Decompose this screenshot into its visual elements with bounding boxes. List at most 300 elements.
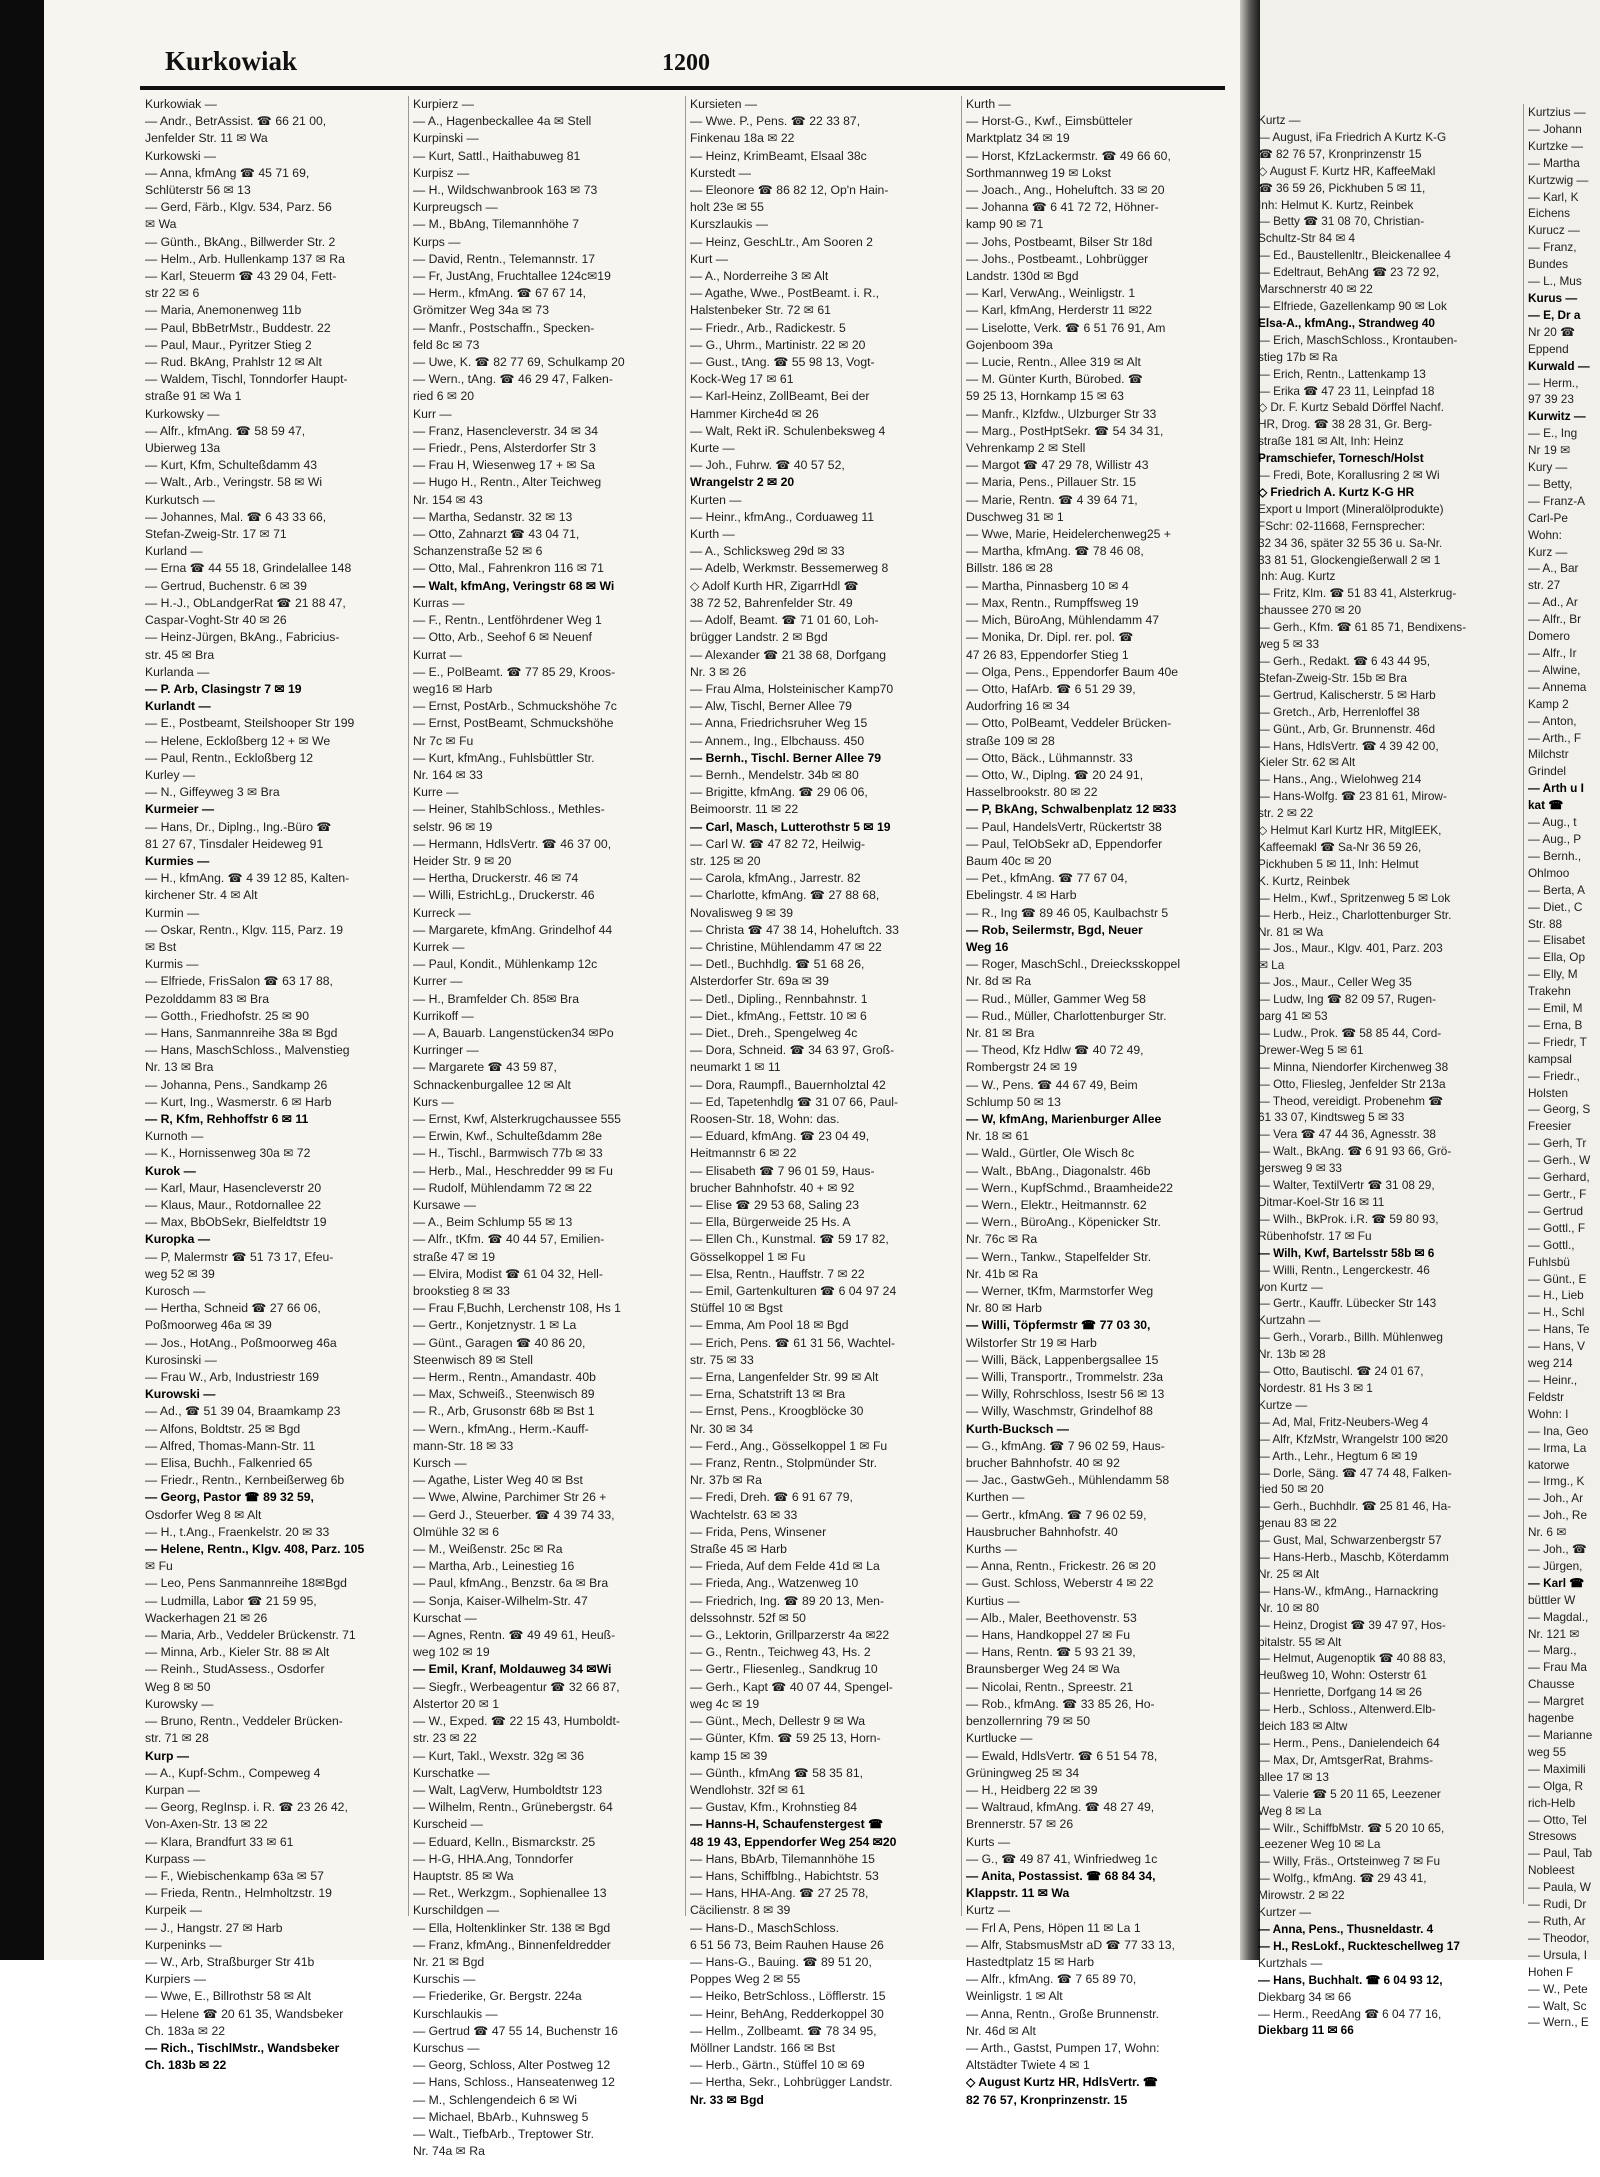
directory-entry-line: Wendlohstr. 32f ✉ 61 xyxy=(690,1782,806,1797)
directory-entry-line: — Emma, Am Pool 18 ✉ Bgd xyxy=(690,1318,849,1333)
directory-entry-line: Von-Axen-Str. 13 ✉ 22 xyxy=(145,1817,268,1832)
directory-entry-line: — Bernh., Tischl. Berner Allee 79 xyxy=(690,750,882,765)
directory-entry-line: str. 27 xyxy=(1528,578,1561,593)
directory-entry-line: — Eleonore ☎ 86 82 12, Op'n Hain- xyxy=(690,183,889,198)
directory-entry-line: Kurpinski — xyxy=(413,131,479,146)
directory-entry-line: Nr. 3 ✉ 26 xyxy=(690,664,747,679)
directory-entry-line: Steenwisch 89 ✉ Stell xyxy=(413,1352,533,1367)
directory-entry-line: — Heinz, GeschLtr., Am Sooren 2 xyxy=(690,234,873,249)
directory-entry-line: — Karl, VerwAng., Weinligstr. 1 xyxy=(966,286,1136,301)
directory-entry-line: von Kurtz — xyxy=(1258,1279,1323,1294)
directory-entry-line: — Günth., BkAng., Billwerder Str. 2 xyxy=(145,234,336,249)
directory-entry-line: — N., Giffeyweg 3 ✉ Bra xyxy=(145,785,280,800)
directory-entry-line: — E., Postbeamt, Steilshooper Str 199 xyxy=(145,716,355,731)
directory-entry-line: — Günt., Mech, Dellestr 9 ✉ Wa xyxy=(690,1714,866,1729)
directory-entry-line: Stefan-Zweig-Str. 17 ✉ 71 xyxy=(145,527,287,542)
directory-entry-line: — Frieda, Auf dem Felde 41d ✉ La xyxy=(690,1559,880,1574)
directory-entry-line: Kurosinski — xyxy=(145,1352,217,1367)
directory-entry-line: ✉ Bst xyxy=(145,939,177,954)
directory-entry-line: — Liselotte, Verk. ☎ 6 51 76 91, Am xyxy=(966,320,1166,335)
directory-entry-line: — Frau F,Buchh, Lerchenstr 108, Hs 1 xyxy=(413,1301,621,1316)
directory-entry-line: Caspar-Voght-Str 40 ✉ 26 xyxy=(145,613,287,628)
directory-entry-line: — P, Malermstr ☎ 51 73 17, Efeu- xyxy=(145,1249,334,1264)
directory-entry-line: — Friederike, Gr. Bergstr. 224a xyxy=(413,1989,582,2004)
directory-entry-line: Weinligstr. 1 ✉ Alt xyxy=(966,1989,1063,2004)
directory-entry-line: — Valerie ☎ 5 20 11 65, Leezener xyxy=(1258,1786,1441,1801)
directory-entry-line: Milchstr xyxy=(1528,747,1569,762)
directory-entry-line: Kurschat — xyxy=(413,1610,477,1625)
directory-entry-line: — Hans, Rentn. ☎ 5 93 21 39, xyxy=(966,1645,1136,1660)
directory-entry-line: — H., Wildschwanbrook 163 ✉ 73 xyxy=(413,183,598,198)
directory-entry-line: Klappstr. 11 ✉ Wa xyxy=(966,1886,1070,1901)
directory-entry-line: Kaffeemakl ☎ Sa-Nr 36 59 26, xyxy=(1258,839,1422,854)
directory-entry-line: — Olga, Pens., Eppendorfer Baum 40e xyxy=(966,664,1179,679)
directory-entry-line: — Gottl., xyxy=(1528,1237,1575,1252)
directory-entry-line: Hammer Kirche4d ✉ 26 xyxy=(690,406,819,421)
directory-entry-line: Kurucz — xyxy=(1528,223,1580,238)
directory-entry-line: Diekbarg 11 ✉ 66 xyxy=(1258,2023,1354,2038)
directory-entry-line: — Hans, MaschSchloss., Malvenstieg xyxy=(145,1043,350,1058)
directory-entry-line: — Hans, Schloss., Hanseatenweg 12 xyxy=(413,2075,615,2090)
directory-entry-line: Finkenau 18a ✉ 22 xyxy=(690,131,795,146)
directory-entry-line: Kurschis — xyxy=(413,1972,476,1987)
directory-entry-line: — Anton, xyxy=(1528,713,1577,728)
directory-entry-line: Gojenboom 39a xyxy=(966,337,1053,352)
directory-entry-line: — M., BbAng, Tilemannhöhe 7 xyxy=(413,217,579,232)
directory-entry-line: Wohn: I xyxy=(1528,1406,1569,1421)
directory-entry-line: — G., Rentn., Teichweg 43, Hs. 2 xyxy=(690,1645,871,1660)
directory-entry-line: Kurpeik — xyxy=(145,1903,202,1918)
directory-entry-line: ✉ La xyxy=(1258,958,1285,973)
directory-entry-line: — Helm., Kwf., Spritzenweg 5 ✉ Lok xyxy=(1258,890,1451,905)
directory-entry-line: K. Kurtz, Reinbek xyxy=(1258,873,1350,888)
directory-entry-line: — Ina, Geo xyxy=(1528,1423,1589,1438)
directory-entry-line: — Ernst, Pens., Kroogblöcke 30 xyxy=(690,1404,864,1419)
directory-entry-line: — Hans, Buchhalt. ☎ 6 04 93 12, xyxy=(1258,1972,1443,1987)
directory-entry-line: — Gertr., Fliesenleg., Sandkrug 10 xyxy=(690,1662,878,1677)
directory-entry-line: — Hans, V xyxy=(1528,1339,1586,1354)
directory-entry-line: — Christine, Mühlendamm 47 ✉ 22 xyxy=(690,939,882,954)
directory-entry-line: — Erna ☎ 44 55 18, Grindelallee 148 xyxy=(145,561,352,576)
directory-entry-line: — Hans., Ang., Wielohweg 214 xyxy=(1258,772,1422,787)
directory-entry-line: Wrangelstr 2 ✉ 20 xyxy=(690,475,795,490)
directory-entry-line: — Johann xyxy=(1528,121,1582,136)
directory-entry-line: selstr. 96 ✉ 19 xyxy=(413,819,493,834)
directory-entry-line: 48 19 43, Eppendorfer Weg 254 ✉20 xyxy=(690,1834,897,1849)
directory-entry-line: — Alfr., Br xyxy=(1528,612,1582,627)
directory-entry-line: Kurosch — xyxy=(145,1284,206,1299)
directory-entry-line: Kamp 2 xyxy=(1528,696,1569,711)
directory-entry-line: — Betty ☎ 31 08 70, Christian- xyxy=(1258,214,1425,229)
directory-entry-line: weg 5 ✉ 33 xyxy=(1258,637,1320,652)
directory-entry-line: Nordestr. 81 Hs 3 ✉ 1 xyxy=(1258,1380,1373,1395)
directory-column-4 xyxy=(966,96,1228,2109)
directory-entry-line: — E., PolBeamt. ☎ 77 85 29, Kroos- xyxy=(413,664,616,679)
directory-entry-line: — Max, Schweiß., Steenwisch 89 xyxy=(413,1387,595,1402)
directory-entry-line: — Ludmilla, Labor ☎ 21 59 95, xyxy=(145,1593,317,1608)
directory-entry-line: — Marg., xyxy=(1528,1643,1577,1658)
directory-entry-line: — Annem., Ing., Elbchauss. 450 xyxy=(690,733,865,748)
directory-entry-line: Wackerhagen 21 ✉ 26 xyxy=(145,1610,268,1625)
directory-entry-line: — Günt., E xyxy=(1528,1271,1587,1286)
directory-column-6 xyxy=(1528,104,1600,2031)
directory-entry-line: Kurtzer — xyxy=(1258,1905,1312,1920)
directory-entry-line: — Hans-Herb., Maschb, Köterdamm xyxy=(1258,1550,1449,1565)
directory-entry-line: — Paula, W xyxy=(1528,1880,1591,1895)
directory-entry-line: Marktplatz 34 ✉ 19 xyxy=(966,131,1070,146)
directory-entry-line: Wachtelstr. 63 ✉ 33 xyxy=(690,1507,798,1522)
directory-entry-line: — Wern., BüroAng., Köpenicker Str. xyxy=(966,1215,1161,1230)
directory-entry-line: Pramschiefer, Tornesch/Holst xyxy=(1258,451,1424,466)
directory-entry-line: — R., Ing ☎ 89 46 05, Kaulbachstr 5 xyxy=(966,905,1169,920)
directory-entry-line: Kurschlaukis — xyxy=(413,2006,498,2021)
directory-entry-line: — Wern., Tankw., Stapelfelder Str. xyxy=(966,1249,1152,1264)
column-divider xyxy=(685,96,686,1916)
directory-entry-line: — Carola, kfmAng., Jarrestr. 82 xyxy=(690,871,861,886)
directory-entry-line: — Gertr., Konjetznystr. 1 ✉ La xyxy=(413,1318,577,1333)
directory-entry-line: — Roger, MaschSchl., Dreiecksskoppel xyxy=(966,957,1181,972)
directory-entry-line: — Heinz-Jürgen, BkAng., Fabricius- xyxy=(145,630,340,645)
directory-entry-line: — Annema xyxy=(1528,679,1587,694)
directory-entry-line: — Erwin, Kwf., Schulteßdamm 28e xyxy=(413,1129,602,1144)
directory-entry-line: Olmühle 32 ✉ 6 xyxy=(413,1524,500,1539)
directory-entry-line: Nr. 8d ✉ Ra xyxy=(966,974,1032,989)
directory-entry-line: — Georg, Schloss, Alter Postweg 12 xyxy=(413,2058,611,2073)
directory-entry-line: — Wilhelm, Rentn., Grünebergstr. 64 xyxy=(413,1800,613,1815)
page-number: 1200 xyxy=(662,50,710,76)
directory-entry-line: — H., ResLokf., Ruckteschellweg 17 xyxy=(1258,1938,1460,1953)
directory-entry-line: — Hans, Sanmannreihe 38a ✉ Bgd xyxy=(145,1025,338,1040)
directory-entry-line: Kurscheid — xyxy=(413,1817,483,1832)
directory-entry-line: — A., Hagenbeckallee 4a ✉ Stell xyxy=(413,114,592,129)
directory-entry-line: — Rudi, Dr xyxy=(1528,1897,1587,1912)
directory-entry-line: — Ella, Holtenklinker Str. 138 ✉ Bgd xyxy=(413,1920,611,1935)
directory-entry-line: — Gerd J., Steuerber. ☎ 4 39 74 33, xyxy=(413,1507,615,1522)
directory-entry-line: — Heinr., xyxy=(1528,1372,1578,1387)
directory-entry-line: benzollernring 79 ✉ 50 xyxy=(966,1714,1091,1729)
directory-entry-line: Chausse xyxy=(1528,1677,1575,1692)
directory-entry-line: Möllner Landstr. 166 ✉ Bst xyxy=(690,2040,836,2055)
directory-entry-line: Kurth — xyxy=(690,527,735,542)
directory-entry-line: — R., Arb, Grusonstr 68b ✉ Bst 1 xyxy=(413,1404,595,1419)
directory-column-2 xyxy=(413,96,681,2160)
directory-entry-line: — P. Arb, Clasingstr 7 ✉ 19 xyxy=(145,681,302,696)
directory-entry-line: — August, iFa Friedrich A Kurtz K-G xyxy=(1258,129,1447,144)
directory-entry-line: Kurt — xyxy=(690,251,728,266)
directory-entry-line: — Hertha, Schneid ☎ 27 66 06, xyxy=(145,1301,321,1316)
directory-entry-line: Feldstr xyxy=(1528,1389,1565,1404)
directory-entry-line: Kurtlucke — xyxy=(966,1731,1033,1746)
directory-entry-line: — Hans-W., kfmAng., Harnackring xyxy=(1258,1583,1439,1598)
directory-entry-line: Kurth-Bucksch — xyxy=(966,1421,1069,1436)
directory-entry-line: — Herm., xyxy=(1528,375,1579,390)
directory-entry-line: FSchr: 02-11668, Fernsprecher: xyxy=(1258,518,1425,533)
directory-entry-line: — Georg, Pastor ☎ 89 32 59, xyxy=(145,1490,314,1505)
directory-entry-line: — Waldem, Tischl, Tonndorfer Haupt- xyxy=(145,372,348,387)
directory-entry-line: — Franz, kfmAng., Binnenfeldredder xyxy=(413,1937,611,1952)
directory-entry-line: — Erich, Pens. ☎ 61 31 56, Wachtel- xyxy=(690,1335,896,1350)
directory-entry-line: — Herb., Gärtn., Stüffel 10 ✉ 69 xyxy=(690,2058,865,2073)
directory-entry-line: Kurpan — xyxy=(145,1782,200,1797)
directory-entry-line: — Walt., BkAng. ☎ 6 91 93 66, Grö- xyxy=(1258,1144,1452,1159)
directory-entry-line: — P, BkAng, Schwalbenplatz 12 ✉33 xyxy=(966,802,1177,817)
page-title: Kurkowiak xyxy=(165,46,298,76)
directory-entry-line: — Margarete, kfmAng. Grindelhof 44 xyxy=(413,922,613,937)
directory-entry-line: — Franz, Hasencleverstr. 34 ✉ 34 xyxy=(413,423,598,438)
directory-entry-line: — Margarete ☎ 43 59 87, xyxy=(413,1060,557,1075)
directory-entry-line: feld 8c ✉ 73 xyxy=(413,337,480,352)
directory-entry-line: Inh: Aug. Kurtz xyxy=(1258,569,1336,584)
directory-entry-line: — A., Bar xyxy=(1528,561,1579,576)
directory-entry-line: Trakehn xyxy=(1528,984,1571,999)
directory-entry-line: str. 71 ✉ 28 xyxy=(145,1731,209,1746)
directory-entry-line: — Arth., Gastst, Pumpen 17, Wohn: xyxy=(966,2040,1160,2055)
directory-entry-line: Marschnerstr 40 ✉ 22 xyxy=(1258,282,1373,297)
directory-entry-line: Landstr. 130d ✉ Bgd xyxy=(966,269,1079,284)
directory-entry-line: rich-Helb xyxy=(1528,1795,1576,1810)
directory-entry-line: — Ernst, PostBeamt, Schmuckshöhe xyxy=(413,716,614,731)
directory-entry-line: chaussee 270 ✉ 20 xyxy=(1258,603,1362,618)
directory-entry-line: — Emil, Gartenkulturen ☎ 6 04 97 24 xyxy=(690,1284,897,1299)
directory-entry-line: Kursch — xyxy=(413,1456,467,1471)
directory-entry-line: — Detl., Buchhdlg. ☎ 51 68 26, xyxy=(690,957,865,972)
directory-entry-line: Kurtz — xyxy=(1258,113,1301,127)
directory-entry-line: Kurth — xyxy=(966,97,1011,111)
directory-entry-line: — L., Mus xyxy=(1528,274,1582,289)
directory-entry-line: — Heinz, Drogist ☎ 39 47 97, Hos- xyxy=(1258,1617,1446,1632)
directory-entry-line: — Willy, Fräs., Ortsteinweg 7 ✉ Fu xyxy=(1258,1854,1441,1869)
directory-entry-line: — Otto, Fliesleg, Jenfelder Str 213a xyxy=(1258,1076,1446,1091)
directory-entry-line: — Dora, Raumpfl., Bauernholztal 42 xyxy=(690,1077,886,1092)
directory-entry-line: — Anna, Friedrichsruher Weg 15 xyxy=(690,716,868,731)
directory-entry-line: — Walt, Rekt iR. Schulenbeksweg 4 xyxy=(690,423,886,438)
directory-entry-line: Kurkowsky — xyxy=(145,406,220,421)
directory-entry-line: ◇ Helmut Karl Kurtz HR, MitglEEK, xyxy=(1258,823,1442,838)
directory-entry-line: — Karl, K xyxy=(1528,189,1579,204)
directory-entry-line: — A, Bauarb. Langenstücken34 ✉Po xyxy=(413,1025,614,1040)
directory-entry-line: — Georg, RegInsp. i. R. ☎ 23 26 42, xyxy=(145,1800,348,1815)
directory-entry-line: — Joh., ☎ xyxy=(1528,1542,1587,1557)
directory-entry-line: — H., t.Ang., Fraenkelstr. 20 ✉ 33 xyxy=(145,1524,330,1539)
directory-entry-line: — Frau W., Arb, Industriestr 169 xyxy=(145,1370,320,1385)
directory-entry-line: — Erna, B xyxy=(1528,1017,1583,1032)
directory-entry-line: — Heinr, BehAng, Redderkoppel 30 xyxy=(690,2006,884,2021)
directory-entry-line: — Henriette, Dorfgang 14 ✉ 26 xyxy=(1258,1685,1422,1700)
directory-entry-line: — Otto, Arb., Seehof 6 ✉ Neuenf xyxy=(413,630,592,645)
directory-entry-line: Wohn: xyxy=(1528,527,1562,542)
directory-entry-line: stieg 17b ✉ Ra xyxy=(1258,349,1338,364)
directory-entry-line: — Maria, Arb., Veddeler Brückenstr. 71 xyxy=(145,1628,356,1643)
directory-entry-line: — Ella, Op xyxy=(1528,950,1586,965)
directory-entry-line: Kurstedt — xyxy=(690,165,751,180)
directory-entry-line: — Otto, Tel xyxy=(1528,1812,1587,1827)
directory-entry-line: Kurlanda — xyxy=(145,664,210,679)
directory-entry-line: — A., Kupf-Schm., Compeweg 4 xyxy=(145,1765,321,1780)
directory-entry-line: weg16 ✉ Harb xyxy=(413,681,493,696)
directory-entry-line: Kurland — xyxy=(145,544,203,559)
directory-entry-line: — Siegfr., Werbeagentur ☎ 32 66 87, xyxy=(413,1679,620,1694)
directory-entry-line: — F., Wiebischenkamp 63a ✉ 57 xyxy=(145,1868,324,1883)
directory-entry-line: — M. Günter Kurth, Bürobed. ☎ xyxy=(966,372,1144,387)
directory-entry-line: — Otto, Bäck., Lühmannstr. 33 xyxy=(966,750,1133,765)
directory-entry-line: — Alb., Maler, Beethovenstr. 53 xyxy=(966,1610,1137,1625)
directory-entry-line: — Magdal., xyxy=(1528,1609,1589,1624)
directory-entry-line: Kurre — xyxy=(413,785,459,800)
directory-entry-line: — Betty, xyxy=(1528,476,1573,491)
directory-entry-line: Kurpisz — xyxy=(413,165,470,180)
directory-entry-line: Kurschildgen — xyxy=(413,1903,500,1918)
directory-entry-line: — Hans-G., Bauing. ☎ 89 51 20, xyxy=(690,1954,872,1969)
directory-entry-line: Hastedtplatz 15 ✉ Harb xyxy=(966,1954,1095,1969)
directory-entry-line: — M., Schlengendeich 6 ✉ Wi xyxy=(413,2092,577,2107)
directory-entry-line: — Christa ☎ 47 38 14, Hoheluftch. 33 xyxy=(690,922,899,937)
directory-entry-line: — Gerh, Tr xyxy=(1528,1136,1587,1151)
directory-entry-line: — Hertha, Druckerstr. 46 ✉ 74 xyxy=(413,871,579,886)
directory-entry-line: Stüffel 10 ✉ Bgst xyxy=(690,1301,783,1316)
directory-entry-line: Eichens xyxy=(1528,206,1570,221)
directory-entry-line: Nr. 21 ✉ Bgd xyxy=(413,1954,485,1969)
directory-entry-line: — Alfred, Thomas-Mann-Str. 11 xyxy=(145,1438,316,1453)
directory-entry-line: — Otto, Mal., Fahrenkron 116 ✉ 71 xyxy=(413,561,604,576)
directory-entry-line: holt 23e ✉ 55 xyxy=(690,200,764,215)
directory-entry-line: — Paul, Rentn., Eckloßberg 12 xyxy=(145,750,314,765)
directory-entry-line: — Gertr., F xyxy=(1528,1187,1587,1201)
directory-entry-line: — Franz-A xyxy=(1528,493,1586,508)
directory-entry-line: — Elfriede, FrisSalon ☎ 63 17 88, xyxy=(145,974,333,989)
directory-entry-line: Eppend xyxy=(1528,341,1569,356)
directory-entry-line: — Theodor, xyxy=(1528,1930,1590,1945)
directory-entry-line: — Gerh., Buchhdlr. ☎ 25 81 46, Ha- xyxy=(1258,1499,1452,1514)
directory-entry-line: Kurtzius — xyxy=(1528,105,1586,119)
directory-entry-line: Nr. 81 ✉ Wa xyxy=(1258,924,1324,939)
directory-entry-line: — Johannes, Mal. ☎ 6 43 33 66, xyxy=(145,509,327,524)
directory-entry-line: — Fredi, Dreh. ☎ 6 91 67 79, xyxy=(690,1490,853,1505)
directory-entry-line: Drewer-Weg 5 ✉ 61 xyxy=(1258,1042,1364,1057)
directory-column-5 xyxy=(1258,112,1520,2039)
directory-entry-line: — Gretch., Arb, Herrenloffel 38 xyxy=(1258,704,1420,719)
directory-entry-line: Kurts — xyxy=(966,1834,1011,1849)
directory-entry-line: — Hermann, HdlsVertr. ☎ 46 37 00, xyxy=(413,836,612,851)
directory-entry-line: — Helene ☎ 20 61 35, Wandsbeker xyxy=(145,2006,344,2021)
directory-entry-line: — Elvira, Modist ☎ 61 04 32, Hell- xyxy=(413,1266,603,1281)
directory-entry-line: Weg 8 ✉ La xyxy=(1258,1803,1322,1818)
directory-entry-line: — Theod, vereidigt. Probenehm ☎ xyxy=(1258,1093,1443,1108)
directory-entry-line: 38 72 52, Bahrenfelder Str. 49 xyxy=(690,595,853,610)
directory-entry-line: Kurpierz — xyxy=(413,97,474,111)
directory-entry-line: Kursieten — xyxy=(690,97,758,111)
directory-entry-line: Pezolddamm 83 ✉ Bra xyxy=(145,991,270,1006)
directory-entry-line: — Karl ☎ xyxy=(1528,1575,1584,1590)
directory-entry-line: — Wwe, Marie, Heidelerchenweg25 + xyxy=(966,527,1171,542)
directory-entry-line: — Ad., ☎ 51 39 04, Braamkamp 23 xyxy=(145,1404,341,1419)
directory-entry-line: Schlump 50 ✉ 13 xyxy=(966,1094,1061,1109)
directory-entry-line: Diekbarg 34 ✉ 66 xyxy=(1258,1989,1352,2004)
directory-entry-line: — H., Heidberg 22 ✉ 39 xyxy=(966,1782,1098,1797)
directory-entry-line: — Otto, HafArb. ☎ 6 51 29 39, xyxy=(966,681,1136,696)
directory-entry-line: hagenbe xyxy=(1528,1711,1574,1726)
directory-entry-line: Kurnoth — xyxy=(145,1129,204,1144)
directory-entry-line: Ohlmoo xyxy=(1528,865,1570,880)
directory-entry-line: — Hans-D., MaschSchloss. xyxy=(690,1920,839,1935)
directory-entry-line: — Leo, Pens Sanmannreihe 18✉Bgd xyxy=(145,1576,347,1591)
directory-entry-line: — Karl, kfmAng, Herderstr 11 ✉22 xyxy=(966,303,1153,318)
directory-entry-line: — G., kfmAng. ☎ 7 96 02 59, Haus- xyxy=(966,1438,1165,1453)
directory-entry-line: — Edeltraut, BehAng ☎ 23 72 92, xyxy=(1258,265,1440,280)
directory-entry-line: — Karl, Steuerm ☎ 43 29 04, Fett- xyxy=(145,269,337,284)
directory-entry-line: — Gertr., kfmAng. ☎ 7 96 02 59, xyxy=(966,1507,1147,1522)
directory-entry-line: ried 6 ✉ 20 xyxy=(413,389,475,404)
directory-entry-line: — Walt., TiefbArb., Treptower Str. xyxy=(413,2126,595,2141)
directory-entry-line: — Willi, Töpfermstr ☎ 77 03 30, xyxy=(966,1318,1151,1333)
directory-entry-line: — Ad., Ar xyxy=(1528,595,1578,610)
directory-entry-line: — Hellm., Zollbeamt. ☎ 78 34 95, xyxy=(690,2023,877,2038)
directory-entry-line: str. 125 ✉ 20 xyxy=(690,853,761,868)
directory-entry-line: Kurreck — xyxy=(413,905,471,920)
directory-entry-line: — Paul, TelObSekr aD, Eppendorfer xyxy=(966,836,1163,851)
directory-entry-line: — Erna, Langenfelder Str. 99 ✉ Alt xyxy=(690,1370,879,1385)
directory-entry-line: — David, Rentn., Telemannstr. 17 xyxy=(413,251,596,266)
directory-entry-line: — H., kfmAng. ☎ 4 39 12 85, Kalten- xyxy=(145,871,350,886)
directory-entry-line: — Elfriede, Gazellenkamp 90 ✉ Lok xyxy=(1258,298,1447,313)
directory-entry-line: — Eduard, Kelln., Bismarckstr. 25 xyxy=(413,1834,596,1849)
directory-entry-line: — Agathe, Lister Weg 40 ✉ Bst xyxy=(413,1473,583,1488)
directory-entry-line: Fuhlsbü xyxy=(1528,1254,1570,1269)
directory-entry-line: — Olga, R xyxy=(1528,1778,1584,1793)
directory-entry-line: Straße 45 ✉ Harb xyxy=(690,1542,787,1557)
directory-entry-line: weg 4c ✉ 19 xyxy=(690,1696,760,1711)
directory-entry-line: — Horst, KfzLackermstr. ☎ 49 66 60, xyxy=(966,148,1171,163)
directory-entry-line: — Bernh., Mendelstr. 34b ✉ 80 xyxy=(690,767,859,782)
directory-entry-line: — Ewald, HdlsVertr. ☎ 6 51 54 78, xyxy=(966,1748,1158,1763)
directory-entry-line: — Fredi, Bote, Korallusring 2 ✉ Wi xyxy=(1258,468,1440,483)
directory-entry-line: Kurwitz — xyxy=(1528,409,1586,424)
directory-entry-line: Pickhuben 5 ✉ 11, Inh: Helmut xyxy=(1258,856,1419,871)
directory-entry-line: — Friedr., Rentn., Kernbeißerweg 6b xyxy=(145,1473,345,1488)
directory-entry-line: brügger Landstr. 2 ✉ Bgd xyxy=(690,630,828,645)
directory-entry-line: — Sonja, Kaiser-Wilhelm-Str. 47 xyxy=(413,1593,588,1608)
directory-entry-line: — Wilh., BkProk. i.R. ☎ 59 80 93, xyxy=(1258,1211,1439,1226)
directory-entry-line: — Wilh, Kwf, Bartelsstr 58b ✉ 6 xyxy=(1258,1245,1435,1260)
directory-entry-line: ◇ August Kurtz HR, HdlsVertr. ☎ xyxy=(966,2075,1159,2090)
directory-entry-line: Rombergstr 24 ✉ 19 xyxy=(966,1060,1078,1075)
directory-entry-line: Nr. 25 ✉ Alt xyxy=(1258,1566,1320,1581)
directory-entry-line: Kurrer — xyxy=(413,974,463,989)
directory-entry-line: Hausbrucher Bahnhofstr. 40 xyxy=(966,1524,1118,1539)
directory-entry-line: — W., Pete xyxy=(1528,1981,1588,1996)
directory-entry-line: HR, Drog. ☎ 38 28 31, Gr. Berg- xyxy=(1258,417,1433,432)
directory-entry-line: Holsten xyxy=(1528,1085,1568,1100)
directory-entry-line: — W, kfmAng, Marienburger Allee xyxy=(966,1111,1162,1126)
directory-entry-line: — Erika ☎ 47 23 11, Leinpfad 18 xyxy=(1258,383,1435,398)
directory-entry-line: — Friedr, T xyxy=(1528,1034,1587,1049)
directory-entry-line: — Günt., Garagen ☎ 40 86 20, xyxy=(413,1335,586,1350)
directory-entry-line: — Hans, HHA-Ang. ☎ 27 25 78, xyxy=(690,1886,869,1901)
directory-entry-line: — Jürgen, xyxy=(1528,1558,1583,1573)
directory-entry-line: Nr. 154 ✉ 43 xyxy=(413,492,483,507)
directory-entry-line: Nr 20 ☎ xyxy=(1528,324,1575,339)
directory-entry-line: — Wwe, Alwine, Parchimer Str 26 + xyxy=(413,1490,607,1505)
directory-entry-line: kamp 90 ✉ 71 xyxy=(966,217,1044,232)
directory-entry-line: Nr. 30 ✉ 34 xyxy=(690,1421,754,1436)
directory-entry-line: — Aug., P xyxy=(1528,831,1582,846)
directory-entry-line: — Detl., Dipling., Rennbahnstr. 1 xyxy=(690,991,868,1006)
directory-entry-line: Schlüterstr 56 ✉ 13 xyxy=(145,183,251,198)
directory-entry-line: Domero xyxy=(1528,629,1570,644)
directory-entry-line: — Paul, Kondit., Mühlenkamp 12c xyxy=(413,957,598,972)
directory-entry-line: — Karl-Heinz, ZollBeamt, Bei der xyxy=(690,389,870,404)
directory-entry-line: — Anna, Pens., Thusneldastr. 4 xyxy=(1258,1921,1434,1936)
directory-entry-line: — Waltraud, kfmAng. ☎ 48 27 49, xyxy=(966,1800,1155,1815)
